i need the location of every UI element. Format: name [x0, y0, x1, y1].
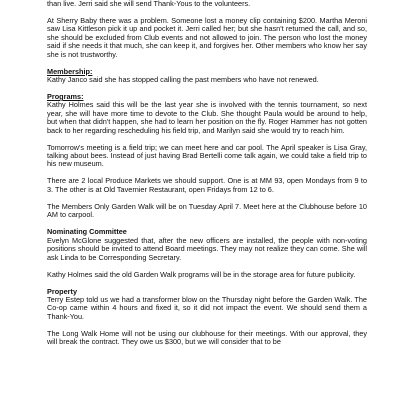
membership-heading: Membership: [47, 66, 93, 76]
intro-paragraph-1: than live. Jerri said she will send Thank-Yous to the volunteers. [47, 0, 251, 8]
programs-paragraph-4: The Members Only Garden Walk will be on Tuesday April 7. Meet here at the Clubhouse before 10 AM to carpool. [47, 201, 367, 220]
property-paragraph-2: The Long Walk Home will not be using our clubhouse for their meetings. With our approval, they will break the contract. They owe us $300, but we will consider that to be [47, 329, 367, 346]
membership-paragraph-1: Kathy Janco said she has stopped calling the past members who have not renewed. [47, 75, 319, 85]
intro-paragraph-2: At Sherry Baby there was a problem. Someone lost a money clip containing $200. Martha Meroni saw Lisa Kittleson pick it up and pocket it. Jerri called her; but she hasn't returned the call, and so, she should be excluded from Club events and not allowed to join. The person who lost the money said if she needs it that much, she can keep it, and forgives her. Other members who know her say she is not trustworthy. [47, 16, 367, 59]
programs-paragraph-3: There are 2 local Produce Markets we should support. One is at MM 93, open Mondays from 9 to 3. The other is at Old Tavernier Restaurant, open Fridays from 12 to 6. [47, 176, 367, 194]
nominating-paragraph-1: Evelyn McGlone suggested that, after the new officers are installed, the people with non-voting positions should be invited to attend Board meetings. They may not realize they can come. She will ask Linda to be Corresponding Secretary. [47, 235, 367, 262]
property-heading: Property [47, 286, 78, 296]
nominating-committee-heading: Nominating Committee [47, 227, 127, 237]
property-paragraph-1: Terry Estep told us we had a transformer blow on the Thursday night before the Garden Walk. The Co-op came within 4 hours and fixed it, so it did not impact the event. We should send them a Thank-You. [47, 294, 367, 321]
programs-heading: Programs: [47, 92, 84, 102]
programs-paragraph-1: Kathy Holmes said this will be the last year she is involved with the tennis tournament, so next year, she will have more time to devote to the Club. She thought Paula would be around to help, but when that didn't happen, she had to learn her position on the fly. Roger Hammer has not gotten back to her regarding rescheduling his field trip, and Marilyn said she would try to reach him. [47, 100, 367, 135]
nominating-paragraph-2: Kathy Holmes said the old Garden Walk programs will be in the storage area for future publicity. [47, 269, 356, 279]
programs-paragraph-2: Tomorrow's meeting is a field trip; we can meet here and car pool. The April speaker is Lisa Gray, talking about bees. Instead of just having Brad Bertelli come talk again, we could take a field trip to his new museum. [47, 142, 367, 169]
